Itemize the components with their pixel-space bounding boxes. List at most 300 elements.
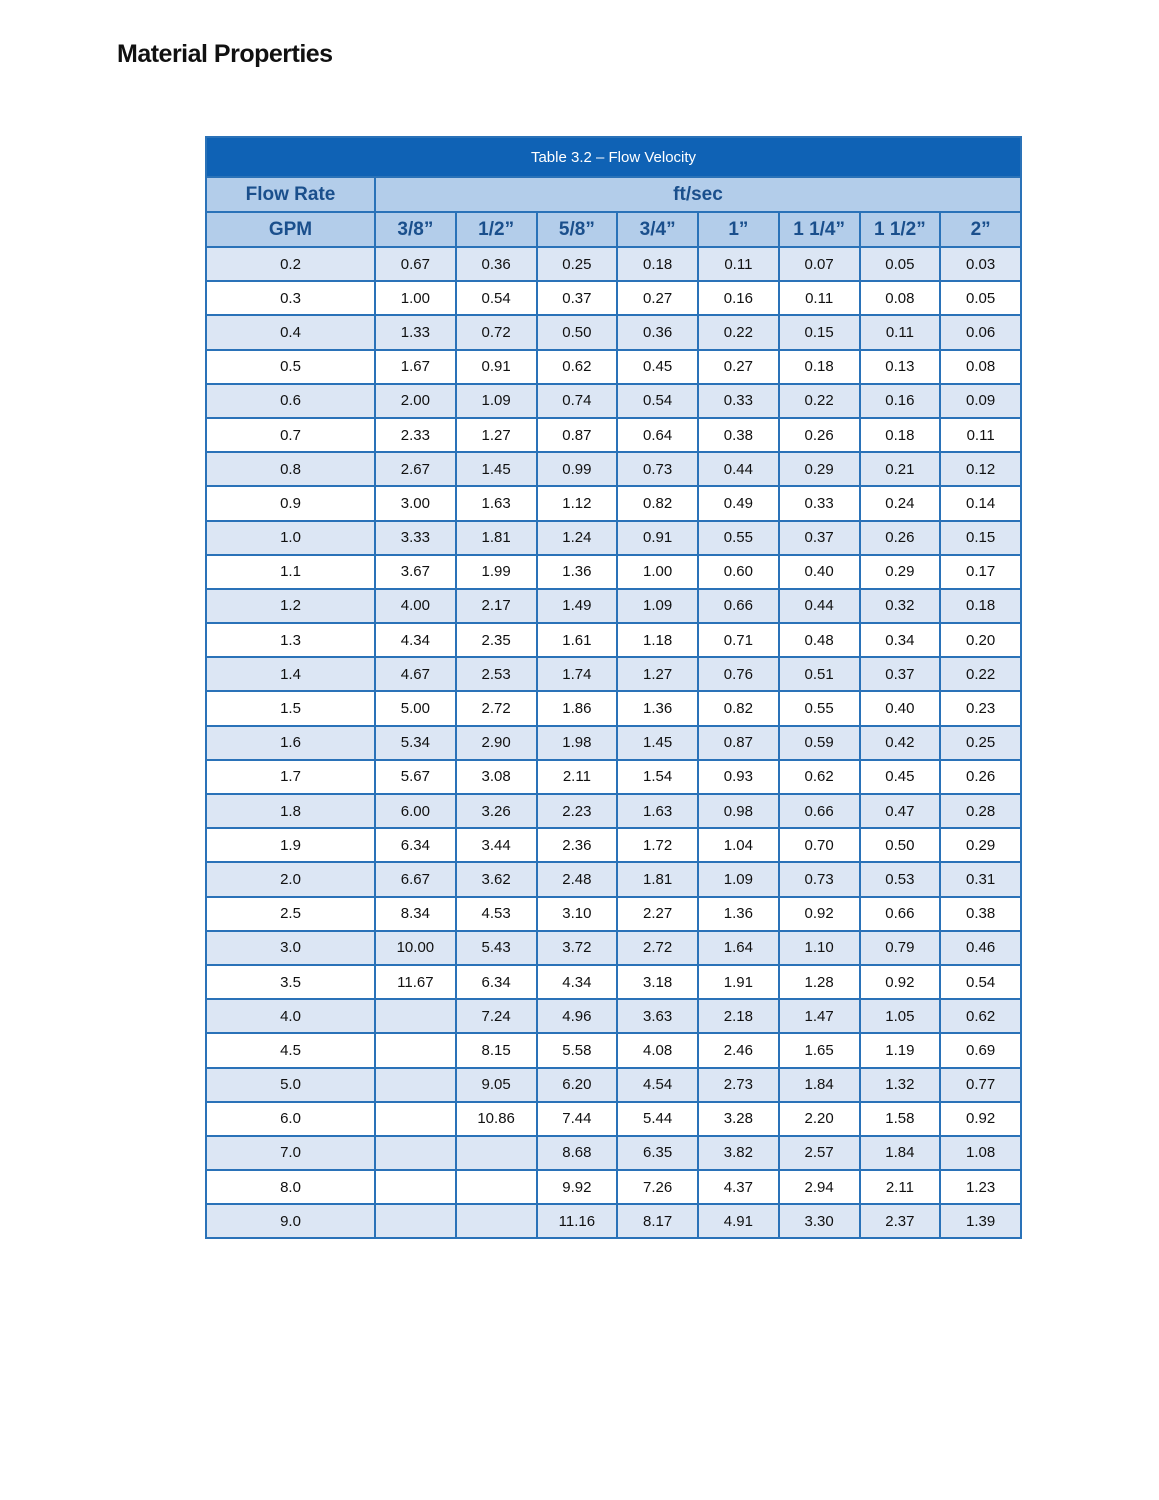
velocity-cell: 2.72 [456,691,537,725]
velocity-cell: 0.29 [779,452,860,486]
velocity-cell: 2.20 [779,1102,860,1136]
velocity-cell: 0.06 [940,315,1021,349]
velocity-cell: 8.17 [617,1204,698,1238]
gpm-cell: 0.8 [206,452,375,486]
velocity-cell: 0.15 [779,315,860,349]
velocity-cell: 1.49 [537,589,618,623]
velocity-cell: 0.92 [779,897,860,931]
velocity-cell: 0.50 [860,828,941,862]
velocity-cell: 0.49 [698,486,779,520]
velocity-cell: 6.00 [375,794,456,828]
table-row [206,350,1021,384]
velocity-cell: 2.18 [698,999,779,1033]
velocity-cell: 8.15 [456,1033,537,1067]
table-row [206,589,1021,623]
pipe-size-header: 2” [940,212,1021,247]
velocity-cell: 2.53 [456,657,537,691]
velocity-cell: 0.05 [940,281,1021,315]
velocity-cell: 0.76 [698,657,779,691]
velocity-cell: 1.84 [779,1068,860,1102]
velocity-cell: 0.38 [698,418,779,452]
velocity-cell: 1.27 [456,418,537,452]
velocity-cell: 9.92 [537,1170,618,1204]
velocity-cell: 0.71 [698,623,779,657]
velocity-cell: 0.17 [940,555,1021,589]
velocity-cell: 0.98 [698,794,779,828]
table-row [206,794,1021,828]
velocity-cell: 0.11 [940,418,1021,452]
table-row [206,691,1021,725]
velocity-cell: 0.45 [860,760,941,794]
velocity-cell: 5.34 [375,726,456,760]
page-heading: Material Properties [117,40,333,68]
velocity-cell: 1.36 [617,691,698,725]
table-row [206,384,1021,418]
units-header: ft/sec [375,177,1021,212]
velocity-cell: 0.87 [537,418,618,452]
velocity-cell [375,1204,456,1238]
velocity-cell: 0.47 [860,794,941,828]
velocity-cell: 10.00 [375,931,456,965]
velocity-cell: 0.54 [617,384,698,418]
table-row [206,760,1021,794]
pipe-size-header: 3/4” [617,212,698,247]
velocity-cell: 0.66 [698,589,779,623]
velocity-cell: 4.00 [375,589,456,623]
velocity-cell: 0.16 [698,281,779,315]
velocity-cell: 7.24 [456,999,537,1033]
gpm-cell: 1.4 [206,657,375,691]
velocity-cell: 1.47 [779,999,860,1033]
velocity-cell: 1.81 [456,521,537,555]
velocity-cell: 0.27 [617,281,698,315]
velocity-cell: 6.34 [375,828,456,862]
velocity-cell: 0.07 [779,247,860,281]
velocity-cell [375,999,456,1033]
velocity-cell: 1.08 [940,1136,1021,1170]
velocity-cell: 2.90 [456,726,537,760]
velocity-cell: 0.33 [698,384,779,418]
velocity-cell: 1.12 [537,486,618,520]
velocity-cell: 1.58 [860,1102,941,1136]
velocity-cell: 0.24 [860,486,941,520]
velocity-cell: 0.23 [940,691,1021,725]
velocity-cell: 4.34 [375,623,456,657]
velocity-cell: 2.48 [537,862,618,896]
gpm-cell: 1.7 [206,760,375,794]
velocity-cell: 0.37 [779,521,860,555]
table-row [206,999,1021,1033]
pipe-size-header: 1/2” [456,212,537,247]
velocity-cell [456,1170,537,1204]
velocity-cell: 1.28 [779,965,860,999]
velocity-cell: 0.18 [617,247,698,281]
table-row [206,623,1021,657]
velocity-cell: 0.36 [456,247,537,281]
velocity-cell: 1.36 [698,897,779,931]
velocity-cell: 1.72 [617,828,698,862]
velocity-cell: 2.00 [375,384,456,418]
velocity-cell: 8.34 [375,897,456,931]
velocity-cell: 0.11 [860,315,941,349]
velocity-cell: 0.26 [860,521,941,555]
velocity-cell: 0.11 [779,281,860,315]
velocity-cell: 0.45 [617,350,698,384]
gpm-cell: 0.5 [206,350,375,384]
velocity-cell: 3.10 [537,897,618,931]
velocity-cell: 1.27 [617,657,698,691]
velocity-cell: 0.66 [860,897,941,931]
velocity-cell: 9.05 [456,1068,537,1102]
velocity-cell: 0.26 [779,418,860,452]
table-title: Table 3.2 – Flow Velocity [206,137,1021,177]
table-body [206,247,1021,1238]
velocity-cell: 1.09 [698,862,779,896]
gpm-cell: 9.0 [206,1204,375,1238]
velocity-cell: 0.99 [537,452,618,486]
table-row [206,315,1021,349]
velocity-cell: 0.27 [698,350,779,384]
gpm-header: GPM [206,212,375,247]
gpm-cell: 3.0 [206,931,375,965]
pipe-size-header: 1 1/2” [860,212,941,247]
velocity-cell: 4.34 [537,965,618,999]
velocity-cell: 3.82 [698,1136,779,1170]
gpm-cell: 0.4 [206,315,375,349]
velocity-cell: 0.25 [537,247,618,281]
velocity-cell: 0.25 [940,726,1021,760]
velocity-cell: 0.22 [698,315,779,349]
gpm-cell: 4.0 [206,999,375,1033]
velocity-cell: 0.69 [940,1033,1021,1067]
velocity-cell: 3.44 [456,828,537,862]
velocity-cell: 0.67 [375,247,456,281]
gpm-cell: 1.9 [206,828,375,862]
velocity-cell: 1.84 [860,1136,941,1170]
velocity-cell: 0.44 [698,452,779,486]
flow-velocity-table [205,136,1022,1239]
velocity-cell: 0.09 [940,384,1021,418]
gpm-cell: 5.0 [206,1068,375,1102]
velocity-cell: 0.72 [456,315,537,349]
velocity-cell: 0.38 [940,897,1021,931]
velocity-cell: 0.18 [940,589,1021,623]
velocity-cell: 11.67 [375,965,456,999]
velocity-cell: 1.00 [617,555,698,589]
velocity-cell: 0.73 [617,452,698,486]
table-row [206,1068,1021,1102]
velocity-cell: 2.37 [860,1204,941,1238]
velocity-cell: 5.58 [537,1033,618,1067]
velocity-cell: 1.36 [537,555,618,589]
velocity-cell: 0.36 [617,315,698,349]
velocity-cell: 11.16 [537,1204,618,1238]
velocity-cell: 4.08 [617,1033,698,1067]
velocity-cell [375,1170,456,1204]
gpm-cell: 0.7 [206,418,375,452]
velocity-cell: 0.92 [940,1102,1021,1136]
table-row [206,1102,1021,1136]
velocity-cell: 3.72 [537,931,618,965]
table-row [206,1170,1021,1204]
gpm-cell: 0.9 [206,486,375,520]
table-row [206,1136,1021,1170]
velocity-cell: 1.04 [698,828,779,862]
velocity-cell: 1.64 [698,931,779,965]
velocity-cell: 1.45 [617,726,698,760]
velocity-cell: 0.54 [940,965,1021,999]
velocity-cell: 0.51 [779,657,860,691]
velocity-cell: 0.53 [860,862,941,896]
table-row [206,418,1021,452]
velocity-cell: 0.46 [940,931,1021,965]
velocity-cell: 6.34 [456,965,537,999]
velocity-cell: 0.14 [940,486,1021,520]
velocity-cell: 7.26 [617,1170,698,1204]
velocity-cell: 3.28 [698,1102,779,1136]
gpm-cell: 1.8 [206,794,375,828]
velocity-cell: 0.22 [779,384,860,418]
velocity-cell: 0.60 [698,555,779,589]
velocity-cell: 0.12 [940,452,1021,486]
pipe-size-header: 1” [698,212,779,247]
table-row [206,828,1021,862]
velocity-cell: 0.37 [537,281,618,315]
velocity-cell: 1.45 [456,452,537,486]
velocity-cell: 1.99 [456,555,537,589]
velocity-cell: 0.29 [860,555,941,589]
table-row [206,1033,1021,1067]
velocity-cell: 3.62 [456,862,537,896]
velocity-cell: 6.35 [617,1136,698,1170]
velocity-cell: 6.67 [375,862,456,896]
velocity-cell: 1.24 [537,521,618,555]
velocity-cell: 4.67 [375,657,456,691]
velocity-cell: 0.82 [698,691,779,725]
velocity-cell: 0.55 [779,691,860,725]
velocity-cell: 4.53 [456,897,537,931]
velocity-cell: 0.62 [779,760,860,794]
table-row [206,555,1021,589]
table-row [206,862,1021,896]
velocity-cell: 1.23 [940,1170,1021,1204]
velocity-cell: 5.44 [617,1102,698,1136]
table-row [206,726,1021,760]
velocity-cell: 0.62 [537,350,618,384]
velocity-cell: 0.93 [698,760,779,794]
velocity-cell: 5.43 [456,931,537,965]
velocity-cell: 8.68 [537,1136,618,1170]
velocity-cell: 1.18 [617,623,698,657]
gpm-cell: 1.2 [206,589,375,623]
velocity-cell: 0.64 [617,418,698,452]
velocity-cell: 3.26 [456,794,537,828]
velocity-cell: 0.40 [779,555,860,589]
velocity-cell: 0.34 [860,623,941,657]
velocity-cell: 2.36 [537,828,618,862]
velocity-cell: 1.86 [537,691,618,725]
velocity-cell: 0.37 [860,657,941,691]
velocity-cell: 0.32 [860,589,941,623]
velocity-cell [456,1204,537,1238]
velocity-cell: 0.77 [940,1068,1021,1102]
velocity-cell: 0.21 [860,452,941,486]
velocity-cell: 1.00 [375,281,456,315]
velocity-cell: 0.40 [860,691,941,725]
pipe-size-header: 3/8” [375,212,456,247]
velocity-cell: 1.09 [456,384,537,418]
table-row [206,247,1021,281]
gpm-cell: 1.6 [206,726,375,760]
velocity-cell: 0.22 [940,657,1021,691]
velocity-cell: 0.82 [617,486,698,520]
table-row [206,521,1021,555]
velocity-cell: 1.61 [537,623,618,657]
gpm-cell: 0.2 [206,247,375,281]
velocity-cell: 5.00 [375,691,456,725]
gpm-cell: 3.5 [206,965,375,999]
velocity-cell: 0.31 [940,862,1021,896]
velocity-cell: 2.35 [456,623,537,657]
velocity-cell: 0.54 [456,281,537,315]
velocity-cell [456,1136,537,1170]
gpm-cell: 1.0 [206,521,375,555]
velocity-cell: 2.33 [375,418,456,452]
velocity-cell: 1.65 [779,1033,860,1067]
table-row [206,897,1021,931]
velocity-cell: 2.72 [617,931,698,965]
velocity-cell: 2.57 [779,1136,860,1170]
gpm-cell: 0.6 [206,384,375,418]
velocity-cell: 3.30 [779,1204,860,1238]
table-row [206,486,1021,520]
velocity-cell: 0.11 [698,247,779,281]
velocity-cell: 1.98 [537,726,618,760]
velocity-cell: 1.74 [537,657,618,691]
gpm-cell: 2.5 [206,897,375,931]
velocity-cell: 3.08 [456,760,537,794]
table-row [206,965,1021,999]
velocity-cell [375,1068,456,1102]
velocity-cell [375,1033,456,1067]
gpm-cell: 7.0 [206,1136,375,1170]
velocity-cell: 1.67 [375,350,456,384]
velocity-cell: 3.33 [375,521,456,555]
velocity-cell: 1.91 [698,965,779,999]
velocity-cell: 3.63 [617,999,698,1033]
velocity-cell: 2.94 [779,1170,860,1204]
velocity-cell: 0.05 [860,247,941,281]
velocity-cell: 0.16 [860,384,941,418]
velocity-cell: 0.91 [456,350,537,384]
velocity-cell: 0.74 [537,384,618,418]
velocity-cell: 0.87 [698,726,779,760]
velocity-cell: 0.48 [779,623,860,657]
velocity-cell: 0.15 [940,521,1021,555]
velocity-cell: 1.10 [779,931,860,965]
velocity-cell: 0.20 [940,623,1021,657]
velocity-cell: 1.81 [617,862,698,896]
velocity-cell: 2.17 [456,589,537,623]
velocity-cell: 2.27 [617,897,698,931]
velocity-cell: 2.23 [537,794,618,828]
gpm-cell: 1.5 [206,691,375,725]
gpm-cell: 4.5 [206,1033,375,1067]
velocity-cell: 0.73 [779,862,860,896]
velocity-cell: 0.08 [940,350,1021,384]
gpm-cell: 0.3 [206,281,375,315]
velocity-cell: 0.62 [940,999,1021,1033]
velocity-cell: 4.91 [698,1204,779,1238]
table-row [206,281,1021,315]
gpm-cell: 1.3 [206,623,375,657]
table-row [206,657,1021,691]
velocity-cell: 1.54 [617,760,698,794]
table-row [206,931,1021,965]
velocity-cell: 0.92 [860,965,941,999]
velocity-cell: 0.91 [617,521,698,555]
pipe-size-header: 5/8” [537,212,618,247]
table-row [206,452,1021,486]
velocity-cell: 1.05 [860,999,941,1033]
velocity-cell: 0.33 [779,486,860,520]
velocity-cell: 7.44 [537,1102,618,1136]
velocity-cell: 0.29 [940,828,1021,862]
pipe-size-header: 1 1/4” [779,212,860,247]
velocity-cell: 5.67 [375,760,456,794]
velocity-cell: 4.54 [617,1068,698,1102]
velocity-cell: 1.33 [375,315,456,349]
velocity-cell: 0.03 [940,247,1021,281]
velocity-cell: 1.32 [860,1068,941,1102]
velocity-cell: 0.26 [940,760,1021,794]
velocity-cell [375,1102,456,1136]
velocity-cell: 0.70 [779,828,860,862]
velocity-cell: 2.67 [375,452,456,486]
velocity-cell: 0.18 [779,350,860,384]
velocity-cell: 1.63 [617,794,698,828]
velocity-cell: 1.19 [860,1033,941,1067]
velocity-cell: 0.55 [698,521,779,555]
velocity-cell: 4.37 [698,1170,779,1204]
velocity-cell: 3.67 [375,555,456,589]
velocity-cell: 2.11 [860,1170,941,1204]
gpm-cell: 6.0 [206,1102,375,1136]
velocity-cell: 4.96 [537,999,618,1033]
velocity-cell: 1.63 [456,486,537,520]
velocity-cell: 0.66 [779,794,860,828]
velocity-cell: 0.42 [860,726,941,760]
velocity-cell: 3.00 [375,486,456,520]
gpm-cell: 8.0 [206,1170,375,1204]
velocity-cell: 2.73 [698,1068,779,1102]
velocity-cell: 1.09 [617,589,698,623]
velocity-cell: 3.18 [617,965,698,999]
gpm-cell: 2.0 [206,862,375,896]
velocity-cell: 0.28 [940,794,1021,828]
flow-rate-header: Flow Rate [206,177,375,212]
velocity-cell: 0.44 [779,589,860,623]
velocity-cell: 10.86 [456,1102,537,1136]
velocity-cell: 0.79 [860,931,941,965]
gpm-cell: 1.1 [206,555,375,589]
velocity-cell: 6.20 [537,1068,618,1102]
table-row [206,1204,1021,1238]
velocity-cell: 0.08 [860,281,941,315]
velocity-cell [375,1136,456,1170]
velocity-cell: 0.13 [860,350,941,384]
velocity-cell: 0.18 [860,418,941,452]
